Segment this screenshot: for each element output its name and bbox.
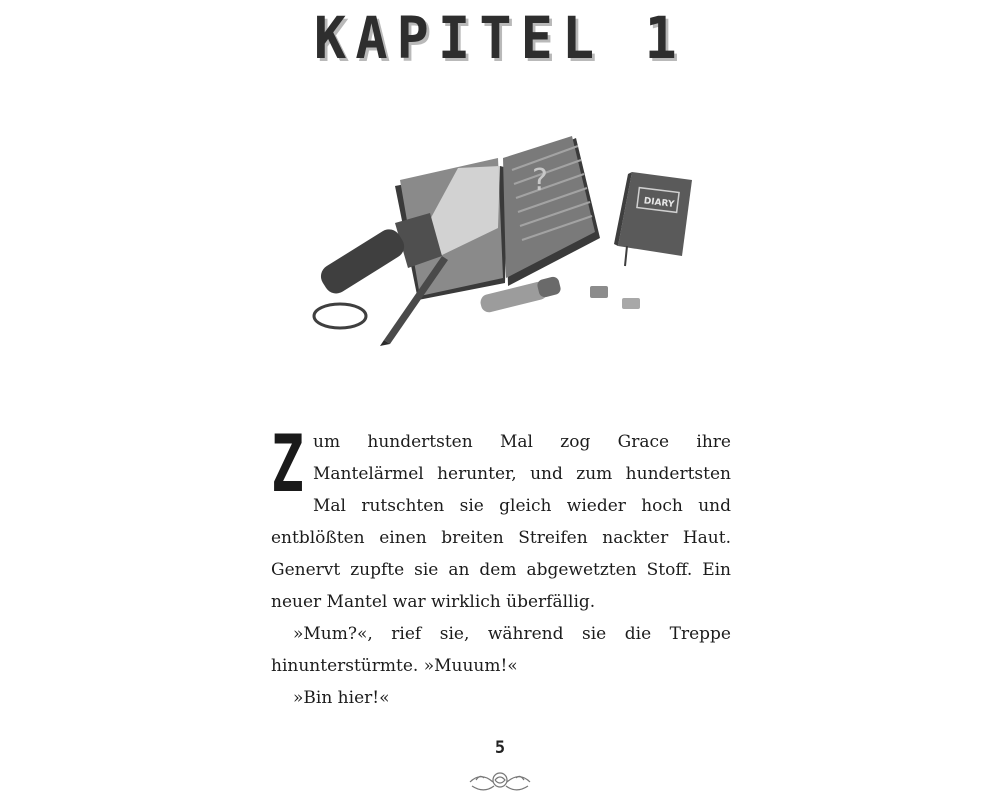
paragraph — [271, 420, 731, 618]
chapter-text — [271, 380, 731, 714]
question-mark-text: ? — [532, 163, 548, 198]
chapter-illustration — [300, 128, 700, 358]
diary-icon — [614, 172, 692, 266]
paragraph: »Mum?«, rief sie, während sie die Treppe hinunterstürmte. »Muuum!« — [271, 624, 731, 676]
page-number: 5 — [494, 738, 506, 758]
paragraph-text: um hundertsten Mal zog Grace ihre Mantelärmel herunter, und zum hundertsten Mal rutschten sie gleich wieder hoch und entblößten einen breiten Streifen nackter Haut. Genervt zupfte sie an dem abgewetzten Stoff. Ein neuer Mantel war wirklich überfällig. — [271, 432, 731, 612]
diary-label: DIARY — [643, 196, 675, 210]
eraser-icon — [622, 298, 640, 309]
drop-cap-spacer — [271, 380, 731, 426]
paragraph: »Bin hier!« — [293, 688, 390, 708]
sharpener-icon — [590, 286, 608, 298]
chapter-title: KAPITEL 1 — [314, 4, 686, 72]
rose-ornament-icon — [466, 766, 534, 796]
drop-cap: Z — [271, 420, 304, 510]
